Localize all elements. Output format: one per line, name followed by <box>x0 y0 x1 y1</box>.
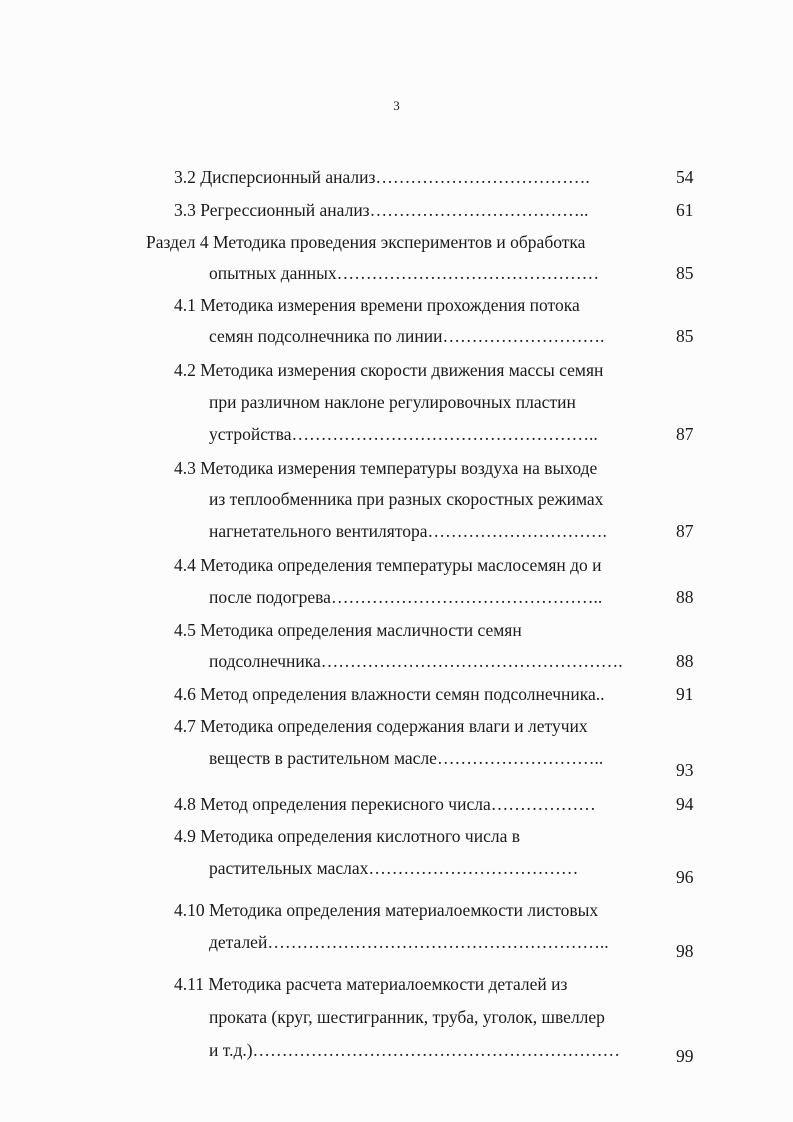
toc-entry-4-6-line-1: 4.6 Метод определения влажности семян подсолнечника.. <box>174 684 605 704</box>
toc-entry-4-4-page: 88 <box>676 587 694 607</box>
toc-entry-3-3-line-1: 3.3 Регрессионный анализ……………………………….. <box>174 200 589 220</box>
toc-entry-4-7-line-2: веществ в растительном масле……………………….. <box>209 748 604 768</box>
toc-entry-4-11-line-1: 4.11 Методика расчета материалоемкости деталей из <box>174 974 568 994</box>
toc-entry-4-8-line-1: 4.8 Метод определения перекисного числа……………… <box>174 794 596 814</box>
toc-entry-4-1-line-1: 4.1 Методика измерения времени прохождения потока <box>174 295 580 315</box>
toc-entry-4-2-line-3: устройства…………………………………………….. <box>209 424 598 444</box>
toc-entry-4-10-page: 98 <box>676 941 694 961</box>
toc-entry-4-5-line-2: подсолнечника……………………………………………. <box>209 651 623 671</box>
toc-entry-4-9-page: 96 <box>676 867 694 887</box>
toc-entry-4-2-line-2: при различном наклоне регулировочных пластин <box>209 392 576 412</box>
toc-entry-4-5-line-1: 4.5 Методика определения масличности семян <box>174 620 522 640</box>
toc-entry-4-9-line-2: растительных маслах……………………………… <box>209 858 579 878</box>
toc-entry-4-10-line-1: 4.10 Методика определения материалоемкости листовых <box>174 900 599 920</box>
toc-entry-4-11-line-2: проката (круг, шестигранник, труба, уголок, швеллер <box>209 1007 605 1027</box>
toc-entry-4-4-line-1: 4.4 Методика определения температуры маслосемян до и <box>174 555 602 575</box>
toc-entry-4-9-line-1: 4.9 Методика определения кислотного числа в <box>174 826 520 846</box>
toc-entry-4-3-line-3: нагнетательного вентилятора…………………………. <box>209 521 607 541</box>
toc-section-4-line-2: опытных данных……………………………………… <box>209 263 600 283</box>
page-number: 3 <box>393 98 400 113</box>
toc-entry-4-7-page: 93 <box>676 760 694 780</box>
toc-entry-4-3-page: 87 <box>676 521 694 541</box>
toc-entry-4-11-line-3: и т.д.)……………………………………………………… <box>209 1040 621 1060</box>
toc-section-4-page: 85 <box>676 263 694 283</box>
toc-entry-3-2-page: 54 <box>676 167 694 187</box>
toc-entry-4-1-line-2: семян подсолнечника по линии………………………. <box>209 326 605 346</box>
toc-entry-4-4-line-2: после подогрева……………………………………….. <box>209 587 603 607</box>
toc-section-4-line-1: Раздел 4 Методика проведения экспериментов и обработка <box>146 232 586 252</box>
toc-entry-4-3-line-2: из теплообменника при разных скоростных режимах <box>209 489 604 509</box>
toc-entry-3-2-line-1: 3.2 Дисперсионный анализ………………………………. <box>174 167 590 187</box>
toc-entry-4-6-page: 91 <box>676 684 694 704</box>
toc-entry-4-8-page: 94 <box>676 794 694 814</box>
toc-entry-4-2-line-1: 4.2 Методика измерения скорости движения массы семян <box>174 360 604 380</box>
toc-entry-4-2-page: 87 <box>676 424 694 444</box>
toc-entry-4-7-line-1: 4.7 Методика определения содержания влаги и летучих <box>174 716 588 736</box>
toc-entry-4-1-page: 85 <box>676 326 694 346</box>
toc-entry-4-3-line-1: 4.3 Методика измерения температуры воздуха на выходе <box>174 458 598 478</box>
toc-entry-3-3-page: 61 <box>676 200 694 220</box>
toc-entry-4-11-page: 99 <box>676 1046 694 1066</box>
toc-entry-4-10-line-2: деталей………………………………………………….. <box>209 932 609 952</box>
toc-entry-4-5-page: 88 <box>676 651 694 671</box>
